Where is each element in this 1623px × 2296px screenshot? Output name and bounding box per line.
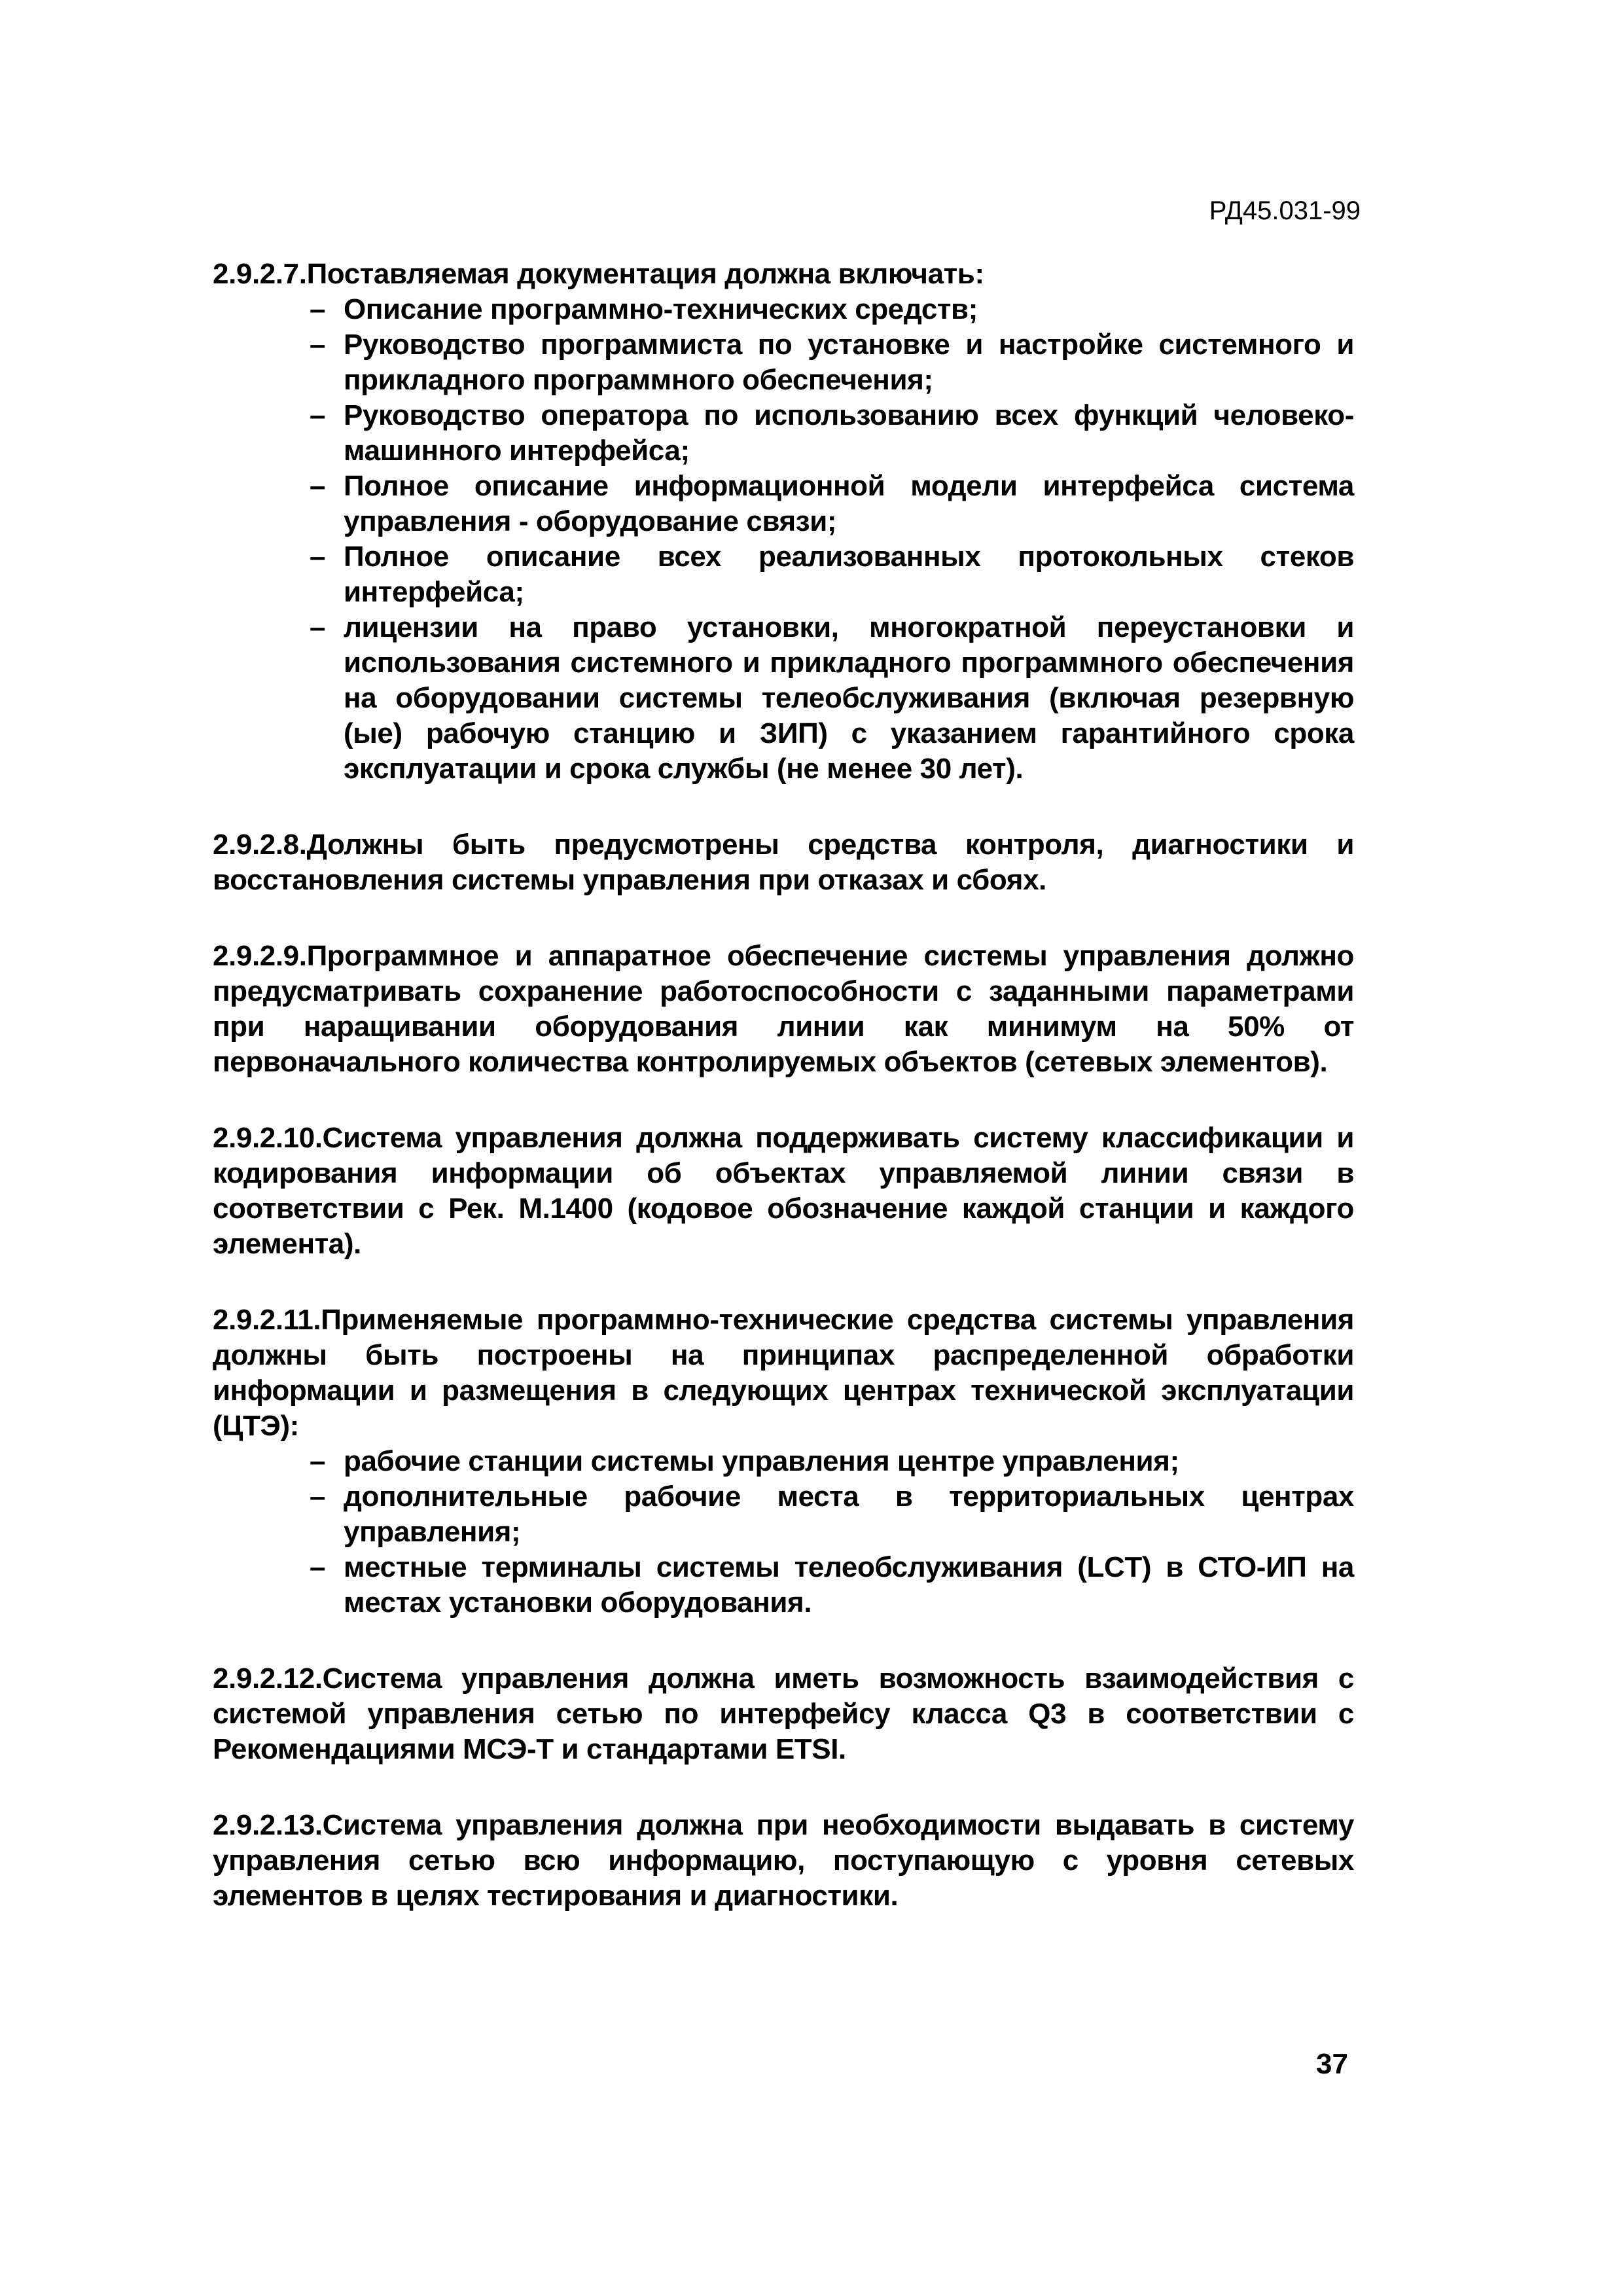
clause-2-9-2-10: 2.9.2.10.Система управления должна поддерживать систему классификации и кодирования информации об объектах управляемой линии связи в соответствии с Рек. М.1400 (кодовое обозначение каждой станции и каждого элемента).: [213, 1122, 1354, 1260]
list-dash: –: [310, 1551, 326, 1583]
list-item-text: лицензии на право установки, многократной переустановки и использования системного и прикладного программного обеспечения на оборудовании системы телеобслуживания (включая резервную (ые) рабочую станцию и ЗИП) с указанием гарантийного срока эксплуатации и срока службы (не менее 30 лет).: [344, 611, 1354, 785]
clause-2-9-2-7-list: [213, 292, 1354, 787]
list-item: [213, 539, 1354, 610]
list-dash: –: [310, 1445, 326, 1477]
list-item: [213, 1444, 1354, 1479]
page-body: [213, 257, 1354, 1914]
list-item: [213, 1479, 1354, 1550]
list-item: [213, 1550, 1354, 1621]
list-item-text: Полное описание всех реализованных протокольных стеков интерфейса;: [344, 541, 1354, 608]
list-item-text: местные терминалы системы телеобслуживания (LCT) в СТО-ИП на местах установки оборудования.: [344, 1551, 1354, 1619]
list-item-text: рабочие станции системы управления центре управления;: [344, 1445, 1179, 1477]
clause-2-9-2-8: 2.9.2.8.Должны быть предусмотрены средства контроля, диагностики и восстановления системы управления при отказах и сбоях.: [213, 829, 1354, 896]
list-item-text: Полное описание информационной модели интерфейса система управления - оборудование связи;: [344, 470, 1354, 537]
list-item: [213, 398, 1354, 469]
clause-2-9-2-9: 2.9.2.9.Программное и аппаратное обеспечение системы управления должно предусматривать сохранение работоспособности с заданными параметрами при наращивании оборудования линии как минимум на 50% от первоначального количества контролируемых объектов (сетевых элементов).: [213, 940, 1354, 1078]
clause-2-9-2-7: 2.9.2.7.Поставляемая документация должна включать:: [213, 258, 984, 290]
document-code: РД45.031-99: [1209, 196, 1361, 225]
list-dash: –: [310, 329, 326, 361]
list-item: [213, 292, 1354, 327]
page-number: 37: [1316, 2048, 1348, 2080]
clause-2-9-2-12: 2.9.2.12.Система управления должна иметь возможность взаимодействия с системой управления сетью по интерфейсу класса Q3 в соответствии с Рекомендациями МСЭ-Т и стандартами ETSI.: [213, 1662, 1354, 1765]
list-dash: –: [310, 293, 326, 325]
list-dash: –: [310, 399, 326, 431]
clause-2-9-2-11: 2.9.2.11.Применяемые программно-технические средства системы управления должны быть построены на принципах распределенной обработки информации и размещения в следующих центрах технической эксплуатации (ЦТЭ):: [213, 1304, 1354, 1442]
list-dash: –: [310, 1480, 326, 1513]
clause-2-9-2-13: 2.9.2.13.Система управления должна при необходимости выдавать в систему управления сетью всю информацию, поступающую с уровня сетевых элементов в целях тестирования и диагностики.: [213, 1809, 1354, 1912]
list-item-text: дополнительные рабочие места в территориальных центрах управления;: [344, 1480, 1354, 1548]
list-item-text: Руководство оператора по использованию всех функций человеко-машинного интерфейса;: [344, 399, 1354, 467]
list-dash: –: [310, 470, 326, 502]
list-item: [213, 327, 1354, 398]
clause-2-9-2-11-list: [213, 1444, 1354, 1621]
list-dash: –: [310, 611, 326, 643]
list-item: [213, 469, 1354, 539]
list-item: [213, 610, 1354, 787]
list-dash: –: [310, 541, 326, 573]
list-item-text: Описание программно-технических средств;: [344, 293, 978, 325]
list-item-text: Руководство программиста по установке и настройке системного и прикладного программного обеспечения;: [344, 329, 1354, 396]
